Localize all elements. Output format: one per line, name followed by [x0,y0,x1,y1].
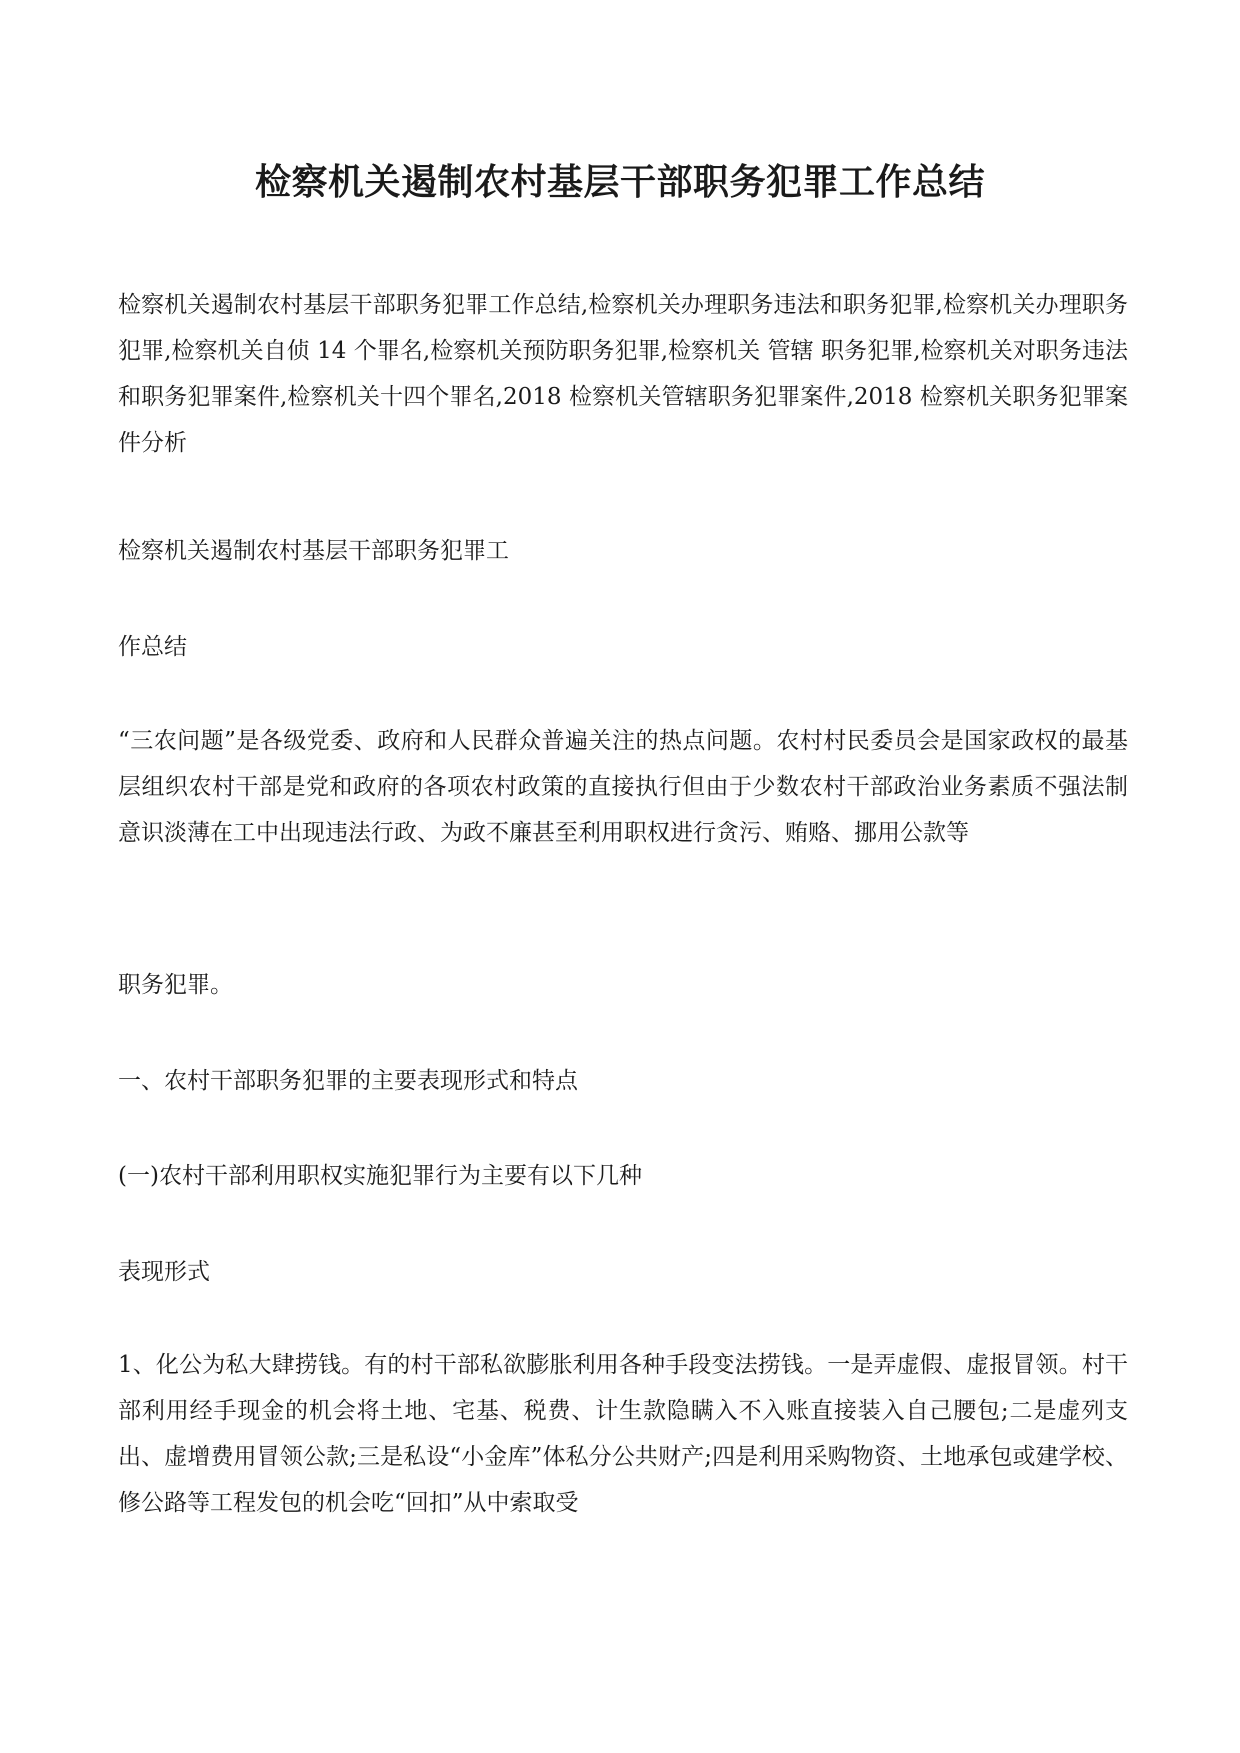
keywords-paragraph: 检察机关遏制农村基层干部职务犯罪工作总结,检察机关办理职务违法和职务犯罪,检察机关办理职务犯罪,检察机关自侦 14 个罪名,检察机关预防职务犯罪,检察机关 管辖 职务犯罪,检察机关对职务违法和职务犯罪案件,检察机关十四个罪名,2018 检察机关管辖职务犯罪案件,2018 检察机关职务犯罪案件分析 [118,292,1128,456]
subsection-heading-1: (一)农村干部利用职权实施犯罪行为主要有以下几种 [118,1163,642,1189]
body-paragraph-1: 1、化公为私大肆捞钱。有的村干部私欲膨胀利用各种手段变法捞钱。一是弄虚假、虚报冒领。村干部利用经手现金的机会将土地、宅基、税费、计生款隐瞒入不入账直接装入自己腰包;二是虚列支出、虚增费用冒领公款;三是私设“小金库”体私分公共财产;四是利用采购物资、土地承包或建学校、修公路等工程发包的机会吃“回扣”从中索取受 [118,1352,1128,1516]
subtitle-line-1: 检察机关遏制农村基层干部职务犯罪工 [118,538,509,564]
subtitle-line-2: 作总结 [118,634,187,660]
intro-paragraph-end: 职务犯罪。 [118,972,233,998]
intro-paragraph: “三农问题”是各级党委、政府和人民群众普遍关注的热点问题。农村村民委员会是国家政权的最基层组织农村干部是党和政府的各项农村政策的直接执行但由于少数农村干部政治业务素质不强法制意识淡薄在工中出现违法行政、为政不廉甚至利用职权进行贪污、贿赂、挪用公款等 [118,728,1128,846]
subsection-heading-1-cont: 表现形式 [118,1259,210,1285]
document-title: 检察机关遏制农村基层干部职务犯罪工作总结 [254,161,985,203]
section-heading-1: 一、农村干部职务犯罪的主要表现形式和特点 [118,1068,578,1094]
